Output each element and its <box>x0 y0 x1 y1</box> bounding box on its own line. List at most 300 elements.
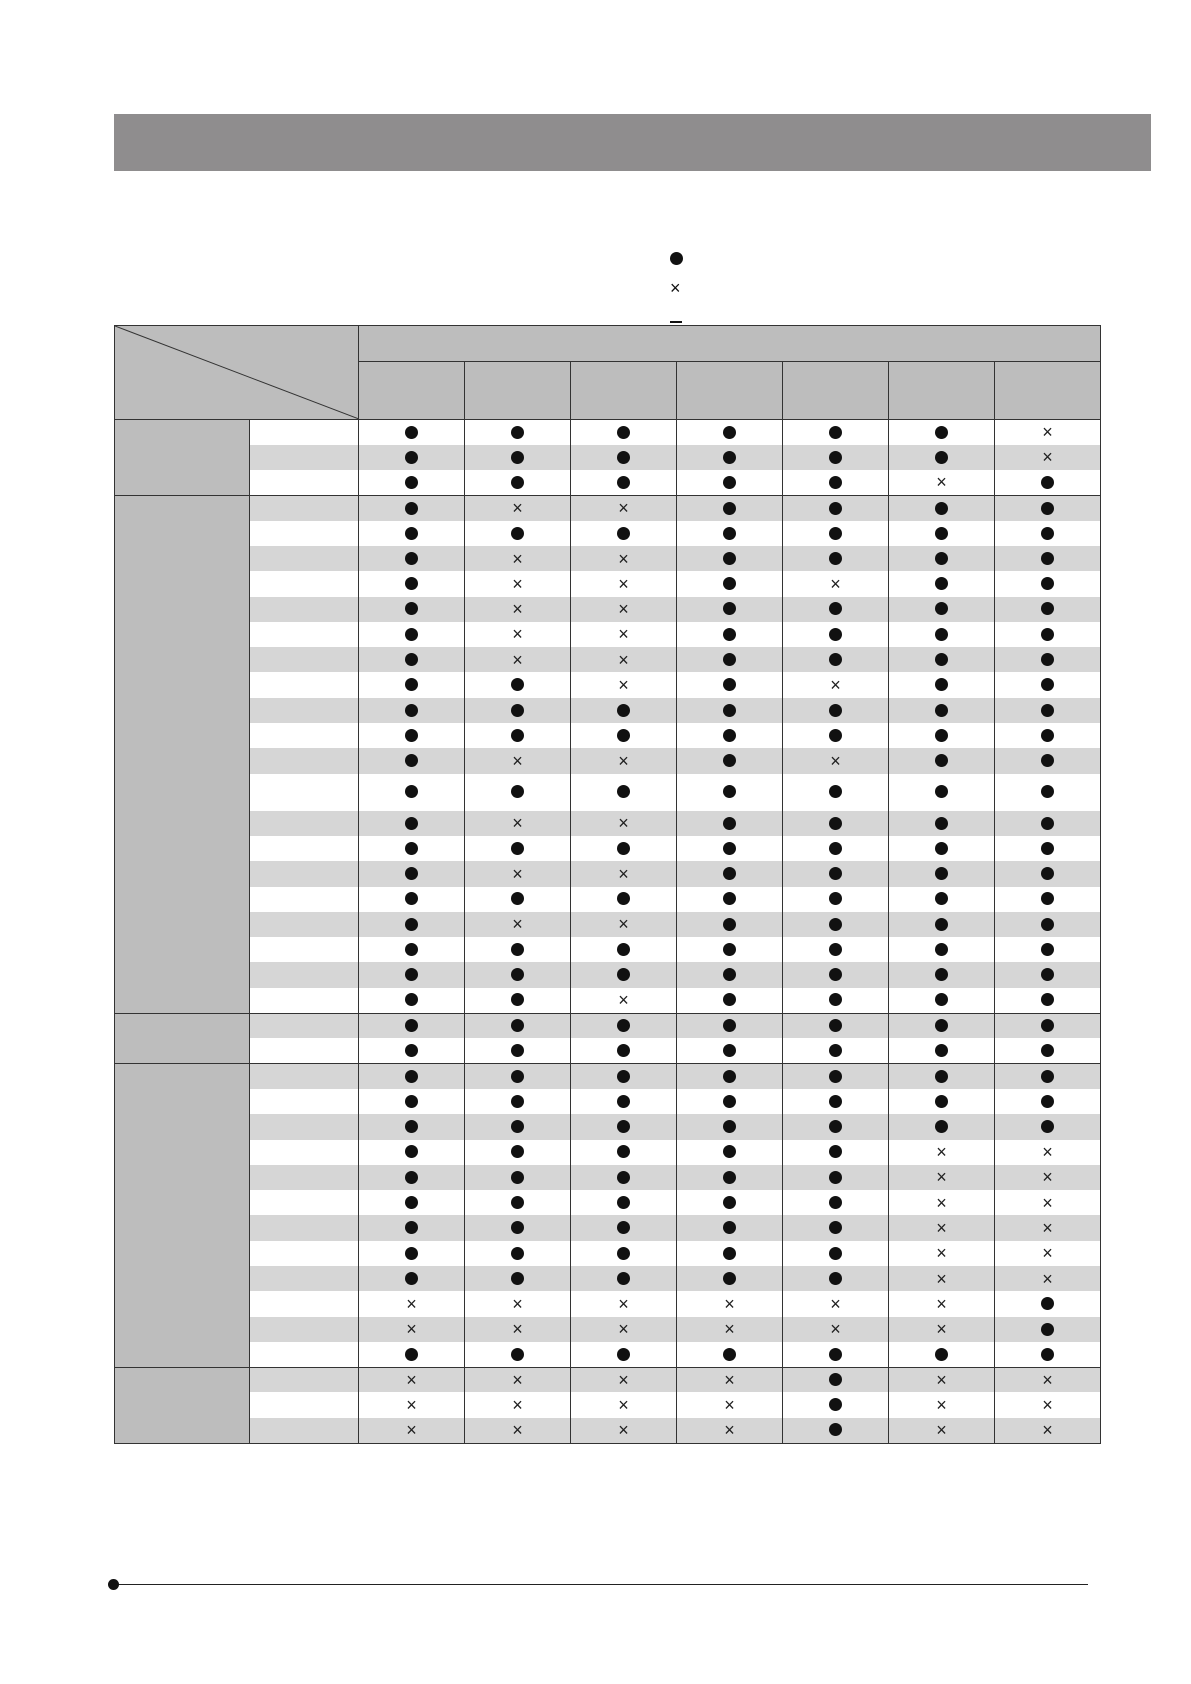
cross-icon: × <box>618 863 629 884</box>
cross-icon: × <box>512 863 523 884</box>
value-cell <box>783 1367 889 1392</box>
value-cell <box>359 1190 465 1215</box>
value-cell <box>783 1291 889 1316</box>
value-cell <box>677 836 783 861</box>
cross-icon: × <box>512 1369 523 1390</box>
value-cell <box>783 1064 889 1089</box>
value-cell <box>465 647 571 672</box>
row-label-cell <box>250 495 359 520</box>
filled-circle-icon <box>405 451 418 464</box>
cross-icon: × <box>724 1420 735 1441</box>
filled-circle-icon <box>723 602 736 615</box>
value-cell <box>995 698 1101 723</box>
filled-circle-icon <box>511 1070 524 1083</box>
cross-icon: × <box>618 750 629 771</box>
value-cell <box>677 937 783 962</box>
value-cell <box>571 988 677 1013</box>
table-row <box>115 672 1101 697</box>
table-row <box>115 1241 1101 1266</box>
row-label-cell <box>250 988 359 1013</box>
filled-circle-icon <box>935 628 948 641</box>
filled-circle-icon <box>405 426 418 439</box>
filled-circle-icon <box>723 1171 736 1184</box>
cross-icon: × <box>406 1293 417 1314</box>
value-cell <box>677 887 783 912</box>
value-cell <box>889 1317 995 1342</box>
value-cell <box>995 723 1101 748</box>
filled-circle-icon <box>511 1145 524 1158</box>
matrix-body <box>115 420 1101 1444</box>
value-cell <box>889 723 995 748</box>
filled-circle-icon <box>935 943 948 956</box>
legend-item-dot <box>670 244 710 273</box>
legend-item-cross <box>670 273 710 302</box>
value-cell <box>677 672 783 697</box>
value-cell <box>571 1367 677 1392</box>
footer-bullet-icon <box>108 1579 119 1590</box>
value-cell <box>571 1392 677 1417</box>
cross-icon: × <box>936 1142 947 1163</box>
group-cell-5 <box>115 1367 250 1443</box>
value-cell <box>995 962 1101 987</box>
filled-circle-icon <box>1041 1019 1054 1032</box>
value-cell <box>783 546 889 571</box>
value-cell <box>359 937 465 962</box>
value-cell <box>571 672 677 697</box>
filled-circle-icon <box>829 1272 842 1285</box>
value-cell <box>889 1140 995 1165</box>
filled-circle-icon <box>829 1145 842 1158</box>
filled-circle-icon <box>935 577 948 590</box>
table-row <box>115 622 1101 647</box>
filled-circle-icon <box>829 1196 842 1209</box>
filled-circle-icon <box>723 943 736 956</box>
row-label-cell <box>250 571 359 596</box>
value-cell <box>571 445 677 470</box>
row-label-cell <box>250 861 359 886</box>
cross-icon: × <box>1042 1268 1053 1289</box>
filled-circle-icon <box>405 729 418 742</box>
filled-circle-icon <box>405 552 418 565</box>
filled-circle-icon <box>935 653 948 666</box>
filled-circle-icon <box>829 1044 842 1057</box>
filled-circle-icon <box>1041 968 1054 981</box>
value-cell <box>995 1418 1101 1443</box>
value-cell <box>359 774 465 811</box>
table-row <box>115 470 1101 495</box>
value-cell <box>465 698 571 723</box>
filled-circle-icon <box>723 527 736 540</box>
row-label-cell <box>250 912 359 937</box>
filled-circle-icon <box>935 1019 948 1032</box>
value-cell <box>995 1140 1101 1165</box>
cross-icon: × <box>618 498 629 519</box>
table-row <box>115 647 1101 672</box>
value-cell <box>359 495 465 520</box>
value-cell <box>359 723 465 748</box>
column-header-4 <box>677 362 783 420</box>
cross-icon: × <box>1042 1217 1053 1238</box>
cross-icon: × <box>724 1319 735 1340</box>
value-cell <box>783 1140 889 1165</box>
column-header-6 <box>889 362 995 420</box>
filled-circle-icon <box>723 1145 736 1158</box>
table-row <box>115 887 1101 912</box>
value-cell <box>995 988 1101 1013</box>
value-cell <box>889 495 995 520</box>
value-cell <box>465 1215 571 1240</box>
value-cell <box>677 861 783 886</box>
value-cell <box>571 495 677 520</box>
cross-icon: × <box>406 1395 417 1416</box>
column-header-7 <box>995 362 1101 420</box>
filled-circle-icon <box>405 1221 418 1234</box>
value-cell <box>995 420 1101 445</box>
filled-circle-icon <box>935 867 948 880</box>
cross-icon: × <box>618 675 629 695</box>
filled-circle-icon <box>1041 704 1054 717</box>
filled-circle-icon <box>829 451 842 464</box>
value-cell <box>571 912 677 937</box>
value-cell <box>677 698 783 723</box>
value-cell <box>465 495 571 520</box>
filled-circle-icon <box>723 1044 736 1057</box>
value-cell <box>677 597 783 622</box>
cross-icon: × <box>512 813 523 834</box>
filled-circle-icon <box>829 729 842 742</box>
cross-icon: × <box>406 1319 417 1340</box>
value-cell <box>359 647 465 672</box>
row-label-cell <box>250 1038 359 1063</box>
value-cell <box>889 1215 995 1240</box>
cross-icon: × <box>936 1167 947 1188</box>
filled-circle-icon <box>617 527 630 540</box>
value-cell <box>359 887 465 912</box>
filled-circle-icon <box>405 968 418 981</box>
value-cell <box>889 571 995 596</box>
filled-circle-icon <box>405 1044 418 1057</box>
cross-icon: × <box>512 599 523 620</box>
value-cell <box>889 774 995 811</box>
value-cell <box>677 1114 783 1139</box>
filled-circle-icon <box>617 892 630 905</box>
value-cell <box>465 861 571 886</box>
value-cell <box>995 1241 1101 1266</box>
value-cell <box>359 546 465 571</box>
filled-circle-icon <box>511 842 524 855</box>
row-label-cell <box>250 445 359 470</box>
filled-circle-icon <box>1041 476 1054 489</box>
filled-circle-icon <box>405 1095 418 1108</box>
row-label-cell <box>250 1241 359 1266</box>
cross-icon: × <box>936 1293 947 1314</box>
cross-icon: × <box>1042 1395 1053 1416</box>
filled-circle-icon <box>511 678 524 691</box>
filled-circle-icon <box>1041 1323 1054 1336</box>
filled-circle-icon <box>511 785 524 798</box>
filled-circle-icon <box>511 1120 524 1133</box>
value-cell <box>677 912 783 937</box>
filled-circle-icon <box>511 1348 524 1361</box>
filled-circle-icon <box>723 817 736 830</box>
value-cell <box>995 887 1101 912</box>
value-cell <box>465 748 571 773</box>
value-cell <box>465 962 571 987</box>
value-cell <box>783 1342 889 1367</box>
filled-circle-icon <box>723 552 736 565</box>
filled-circle-icon <box>1041 1070 1054 1083</box>
value-cell <box>995 445 1101 470</box>
value-cell <box>571 836 677 861</box>
filled-circle-icon <box>405 502 418 515</box>
filled-circle-icon <box>511 1221 524 1234</box>
filled-circle-icon <box>617 1247 630 1260</box>
filled-circle-icon <box>829 892 842 905</box>
filled-circle-icon <box>935 704 948 717</box>
value-cell <box>359 1089 465 1114</box>
value-cell <box>889 1392 995 1417</box>
value-cell <box>465 571 571 596</box>
row-label-cell <box>250 1013 359 1038</box>
cross-icon: × <box>936 1217 947 1238</box>
filled-circle-icon <box>511 729 524 742</box>
row-label-cell <box>250 597 359 622</box>
value-cell <box>889 1367 995 1392</box>
filled-circle-icon <box>935 527 948 540</box>
value-cell <box>783 962 889 987</box>
cross-icon: × <box>1042 1243 1053 1264</box>
filled-circle-icon <box>511 1044 524 1057</box>
value-cell <box>783 420 889 445</box>
filled-circle-icon <box>405 867 418 880</box>
value-cell <box>359 1038 465 1063</box>
value-cell <box>359 521 465 546</box>
table-row <box>115 861 1101 886</box>
value-cell <box>571 1114 677 1139</box>
filled-circle-icon <box>723 628 736 641</box>
value-cell <box>783 622 889 647</box>
value-cell <box>677 1418 783 1443</box>
row-label-cell <box>250 748 359 773</box>
filled-circle-icon <box>405 1247 418 1260</box>
value-cell <box>677 495 783 520</box>
value-cell <box>995 1392 1101 1417</box>
value-cell <box>889 861 995 886</box>
filled-circle-icon <box>723 1348 736 1361</box>
filled-circle-icon <box>935 451 948 464</box>
filled-circle-icon <box>829 602 842 615</box>
value-cell <box>677 962 783 987</box>
value-cell <box>995 836 1101 861</box>
value-cell <box>995 811 1101 836</box>
cross-icon: × <box>512 914 523 935</box>
value-cell <box>359 1291 465 1316</box>
filled-circle-icon <box>723 785 736 798</box>
group-cell-2 <box>115 495 250 1013</box>
filled-circle-icon <box>723 1247 736 1260</box>
filled-circle-icon <box>935 729 948 742</box>
value-cell <box>571 546 677 571</box>
cross-icon: × <box>618 990 629 1011</box>
table-row <box>115 988 1101 1013</box>
filled-circle-icon <box>829 1373 842 1386</box>
value-cell <box>571 1317 677 1342</box>
filled-circle-icon <box>1041 754 1054 767</box>
cross-icon: × <box>618 573 629 594</box>
filled-circle-icon <box>935 918 948 931</box>
filled-circle-icon <box>1041 842 1054 855</box>
filled-circle-icon <box>617 1044 630 1057</box>
cross-icon: × <box>618 1420 629 1441</box>
filled-circle-icon <box>723 1196 736 1209</box>
filled-circle-icon <box>829 817 842 830</box>
cross-icon: × <box>936 1319 947 1340</box>
filled-circle-icon <box>1041 1120 1054 1133</box>
table-row <box>115 521 1101 546</box>
filled-circle-icon <box>617 1196 630 1209</box>
filled-circle-icon <box>617 968 630 981</box>
filled-circle-icon <box>1041 1348 1054 1361</box>
cross-icon: × <box>512 1395 523 1416</box>
column-header-2 <box>465 362 571 420</box>
table-row <box>115 962 1101 987</box>
value-cell <box>465 887 571 912</box>
value-cell <box>889 1190 995 1215</box>
filled-circle-icon <box>511 943 524 956</box>
filled-circle-icon <box>617 1145 630 1158</box>
cross-icon: × <box>936 1243 947 1264</box>
filled-circle-icon <box>1041 918 1054 931</box>
value-cell <box>359 962 465 987</box>
filled-circle-icon <box>723 653 736 666</box>
table-row <box>115 748 1101 773</box>
filled-circle-icon <box>405 1120 418 1133</box>
value-cell <box>995 937 1101 962</box>
value-cell <box>571 647 677 672</box>
filled-circle-icon <box>617 1095 630 1108</box>
row-label-cell <box>250 723 359 748</box>
value-cell <box>359 988 465 1013</box>
cross-icon: × <box>670 277 681 298</box>
value-cell <box>677 723 783 748</box>
value-cell <box>359 1114 465 1139</box>
filled-circle-icon <box>829 527 842 540</box>
value-cell <box>465 546 571 571</box>
value-cell <box>571 1241 677 1266</box>
value-cell <box>783 988 889 1013</box>
cross-icon: × <box>618 649 629 670</box>
value-cell <box>889 1266 995 1291</box>
value-cell <box>995 861 1101 886</box>
cross-icon: × <box>618 813 629 834</box>
filled-circle-icon <box>405 602 418 615</box>
filled-circle-icon <box>1041 527 1054 540</box>
filled-circle-icon <box>617 729 630 742</box>
value-cell <box>359 470 465 495</box>
value-cell <box>359 748 465 773</box>
filled-circle-icon <box>405 993 418 1006</box>
row-label-cell <box>250 1089 359 1114</box>
filled-circle-icon <box>1041 552 1054 565</box>
value-cell <box>465 1190 571 1215</box>
value-cell <box>465 521 571 546</box>
filled-circle-icon <box>405 1348 418 1361</box>
value-cell <box>783 1418 889 1443</box>
value-cell <box>677 647 783 672</box>
cross-icon: × <box>512 1293 523 1314</box>
filled-circle-icon <box>405 1196 418 1209</box>
filled-circle-icon <box>617 476 630 489</box>
cross-icon: × <box>1042 1369 1053 1390</box>
value-cell <box>571 962 677 987</box>
value-cell <box>359 1367 465 1392</box>
value-cell <box>889 647 995 672</box>
value-cell <box>571 1342 677 1367</box>
value-cell <box>465 1418 571 1443</box>
value-cell <box>465 622 571 647</box>
value-cell <box>465 912 571 937</box>
value-cell <box>359 1392 465 1417</box>
filled-circle-icon <box>405 1272 418 1285</box>
value-cell <box>677 1342 783 1367</box>
cross-icon: × <box>512 548 523 569</box>
value-cell <box>359 1317 465 1342</box>
cross-icon: × <box>618 1293 629 1314</box>
value-cell <box>465 1140 571 1165</box>
filled-circle-icon <box>935 1348 948 1361</box>
row-label-cell <box>250 647 359 672</box>
filled-circle-icon <box>723 754 736 767</box>
value-cell <box>571 1089 677 1114</box>
value-cell <box>995 597 1101 622</box>
value-cell <box>995 1038 1101 1063</box>
filled-circle-icon <box>617 842 630 855</box>
row-label-cell <box>250 1140 359 1165</box>
value-cell <box>571 571 677 596</box>
value-cell <box>783 836 889 861</box>
filled-circle-icon <box>511 426 524 439</box>
row-label-cell <box>250 1064 359 1089</box>
filled-circle-icon <box>723 729 736 742</box>
filled-circle-icon <box>511 1019 524 1032</box>
filled-circle-icon <box>829 968 842 981</box>
column-group-header <box>359 326 1101 362</box>
value-cell <box>783 445 889 470</box>
value-cell <box>571 1064 677 1089</box>
value-cell <box>889 887 995 912</box>
filled-circle-icon <box>405 1171 418 1184</box>
value-cell <box>677 1215 783 1240</box>
cross-icon: × <box>618 548 629 569</box>
cross-icon: × <box>512 1420 523 1441</box>
value-cell <box>677 1392 783 1417</box>
table-row <box>115 1038 1101 1063</box>
filled-circle-icon <box>829 1095 842 1108</box>
value-cell <box>677 1241 783 1266</box>
row-label-cell <box>250 1190 359 1215</box>
value-cell <box>783 748 889 773</box>
table-row <box>115 836 1101 861</box>
value-cell <box>889 912 995 937</box>
value-cell <box>359 571 465 596</box>
value-cell <box>889 1342 995 1367</box>
value-cell <box>995 1342 1101 1367</box>
value-cell <box>889 445 995 470</box>
value-cell <box>783 861 889 886</box>
filled-circle-icon <box>511 968 524 981</box>
value-cell <box>995 1013 1101 1038</box>
cross-icon: × <box>936 1369 947 1390</box>
